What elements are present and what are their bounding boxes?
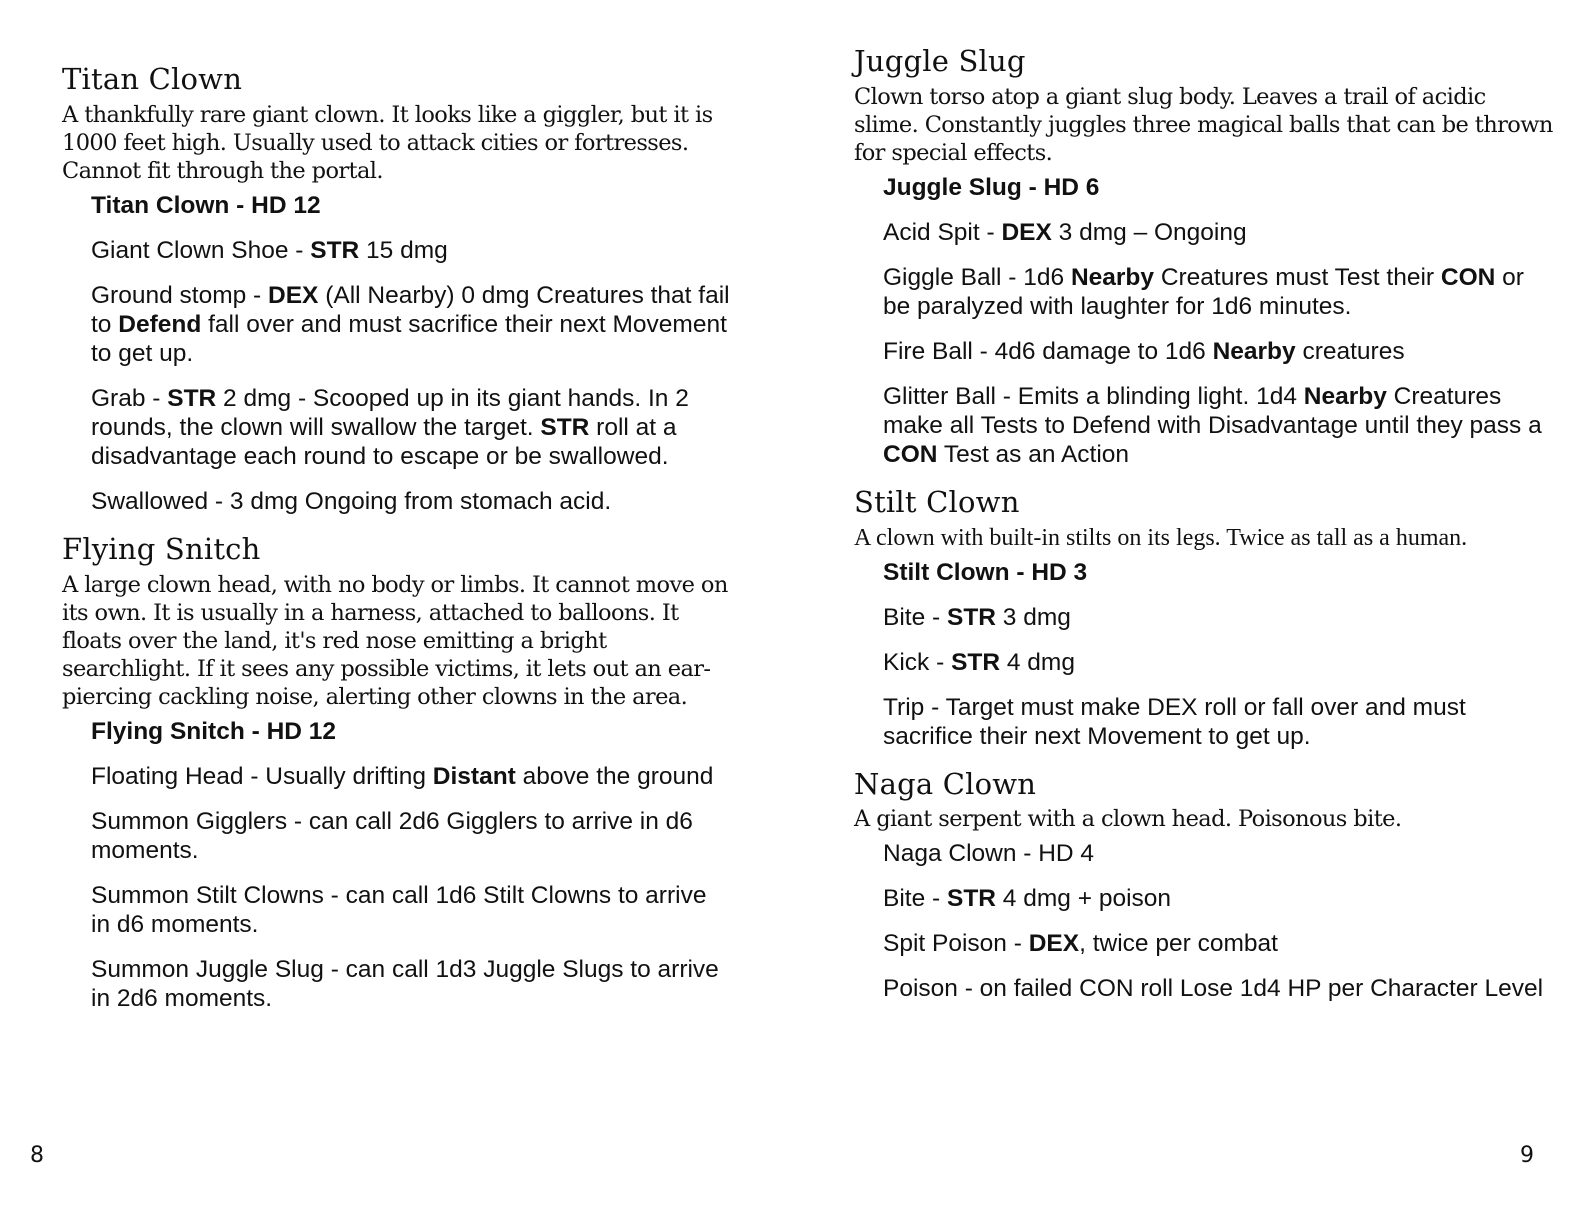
monster-description: A giant serpent with a clown head. Poisonous bite.: [854, 806, 1402, 833]
ability-text: Acid Spit -: [883, 218, 1002, 246]
stat-block-heading: Stilt Clown - HD 3: [883, 558, 1088, 586]
ability-text: Fire Ball - 4d6 damage to 1d6: [883, 337, 1213, 365]
monster-entry-flying-snitch: [62, 532, 732, 1013]
ability-line: [883, 263, 1554, 321]
ability-line: [91, 487, 732, 516]
ability-text: Trip - Target must make DEX roll or fall over and must sacrifice their next Movement to get up.: [883, 693, 1466, 750]
ability-text: Swallowed - 3 dmg Ongoing from stomach acid.: [91, 487, 612, 515]
right-page: [792, 0, 1584, 1224]
stat-block-heading: Juggle Slug - HD 6: [883, 173, 1100, 201]
ability-line: [91, 881, 732, 939]
ability-text: 4 dmg + poison: [996, 885, 1172, 913]
keyword: Nearby: [1070, 263, 1155, 291]
ability-text: Spit Poison -: [883, 930, 1029, 958]
keyword: STR: [951, 648, 1001, 676]
page-number: 8: [30, 1143, 44, 1168]
keyword: STR: [947, 603, 996, 631]
keyword: STR: [540, 413, 590, 441]
ability-text: Grab -: [91, 384, 168, 412]
right-column: [854, 44, 1554, 1019]
keyword: STR: [947, 885, 996, 913]
ability-line: [91, 384, 732, 471]
keyword: DEX: [268, 281, 319, 309]
ability-text: Summon Gigglers - can call 2d6 Gigglers to arrive in d6 moments.: [91, 807, 693, 864]
ability-line: [883, 337, 1554, 366]
keyword: CON: [1440, 263, 1496, 291]
ability-text: 15 dmg: [359, 236, 448, 264]
monster-title: Flying Snitch: [62, 531, 261, 566]
ability-text: Bite -: [883, 603, 947, 631]
ability-line: [883, 648, 1554, 677]
ability-line: [91, 236, 732, 265]
ability-text: (All Nearby) 0 dmg Creatures that fail to: [91, 281, 730, 338]
monster-title: Juggle Slug: [854, 44, 1026, 78]
ability-line: [883, 603, 1554, 632]
ability-text: Giggle Ball - 1d6: [883, 263, 1071, 291]
stat-block-heading: Titan Clown - HD 12: [91, 191, 321, 219]
ability-text: Ground stomp -: [91, 281, 269, 309]
ability-text: , twice per combat: [1079, 930, 1278, 958]
keyword: Nearby: [1212, 337, 1296, 365]
ability-text: 2 dmg - Scooped up in its giant hands. In 2 rounds, the clown will swallow the target.: [91, 384, 689, 441]
ability-line: [91, 807, 732, 865]
keyword: DEX: [1001, 218, 1052, 246]
ability-text: roll at a disadvantage each round to escape or be swallowed.: [91, 413, 677, 470]
monster-entry-naga-clown: [854, 767, 1554, 1004]
stat-block: [883, 558, 1554, 751]
ability-text: fall over and must sacrifice their next Movement to get up.: [91, 310, 727, 367]
stat-block-heading: Naga Clown - HD 4: [883, 840, 1095, 868]
ability-text: Glitter Ball - Emits a blinding light. 1d4: [883, 382, 1304, 410]
ability-text: above the ground: [515, 762, 714, 790]
ability-text: 4 dmg: [1000, 648, 1075, 676]
ability-text: Test as an Action: [937, 440, 1130, 468]
ability-text: 3 dmg: [996, 603, 1071, 631]
left-column: [62, 62, 732, 1029]
ability-text: Creatures must Test their: [1154, 263, 1441, 291]
ability-text: Summon Stilt Clowns - can call 1d6 Stilt Clowns to arrive in d6 moments.: [91, 881, 707, 938]
keyword: Distant: [432, 762, 516, 790]
monster-entry-stilt-clown: [854, 485, 1554, 751]
monster-description: A large clown head, with no body or limbs. It cannot move on its own. It is usually in a harness, attached to balloons. It floats over the land, it's red nose emitting a bright searchlight. If it sees any possible victims, it lets out an ear-piercing cackling noise, alerting other clowns in the area.: [62, 571, 728, 710]
ability-line: [91, 281, 732, 368]
monster-description: A clown with built-in stilts on its legs. Twice as tall as a human.: [854, 524, 1468, 551]
ability-text: Giant Clown Shoe -: [91, 236, 311, 264]
ability-text: Kick -: [883, 648, 952, 676]
monster-entry-titan-clown: [62, 62, 732, 516]
ability-text: or be paralyzed with laughter for 1d6 minutes.: [883, 263, 1524, 320]
keyword: STR: [310, 236, 360, 264]
keyword: CON: [883, 440, 938, 468]
stat-block: [91, 191, 732, 516]
ability-line: [883, 929, 1554, 958]
ability-text: creatures: [1295, 337, 1405, 365]
ability-line: [91, 762, 732, 791]
monster-entry-juggle-slug: [854, 44, 1554, 469]
ability-line: [91, 955, 732, 1013]
ability-line: [883, 693, 1554, 751]
ability-text: Creatures make all Tests to Defend with Disadvantage until they pass a: [883, 382, 1542, 439]
ability-line: [883, 974, 1554, 1003]
keyword: STR: [167, 384, 217, 412]
stat-block: [883, 839, 1554, 1003]
keyword: Defend: [118, 310, 202, 338]
ability-text: Poison - on failed CON roll Lose 1d4 HP per Character Level: [883, 975, 1544, 1003]
ability-text: Floating Head - Usually drifting: [91, 762, 433, 790]
monster-title: Stilt Clown: [854, 484, 1020, 519]
ability-text: Bite -: [883, 885, 947, 913]
monster-title: Titan Clown: [62, 62, 243, 96]
ability-line: [883, 382, 1554, 469]
stat-block-heading: Flying Snitch - HD 12: [91, 717, 337, 745]
page-number: 9: [1520, 1143, 1534, 1168]
keyword: DEX: [1028, 930, 1080, 958]
ability-line: [883, 884, 1554, 913]
monster-description: A thankfully rare giant clown. It looks like a giggler, but it is 1000 feet high. Usually used to attack cities or fortresses. Cannot fit through the portal.: [62, 101, 713, 184]
keyword: Nearby: [1303, 382, 1387, 410]
ability-text: Summon Juggle Slug - can call 1d3 Juggle Slugs to arrive in 2d6 moments.: [91, 955, 719, 1012]
monster-description: Clown torso atop a giant slug body. Leaves a trail of acidic slime. Constantly juggles three magical balls that can be thrown for special effects.: [854, 83, 1553, 166]
monster-title: Naga Clown: [854, 766, 1037, 801]
stat-block: [91, 717, 732, 1013]
ability-line: [883, 218, 1554, 247]
stat-block: [883, 173, 1554, 469]
ability-text: 3 dmg – Ongoing: [1051, 218, 1247, 246]
